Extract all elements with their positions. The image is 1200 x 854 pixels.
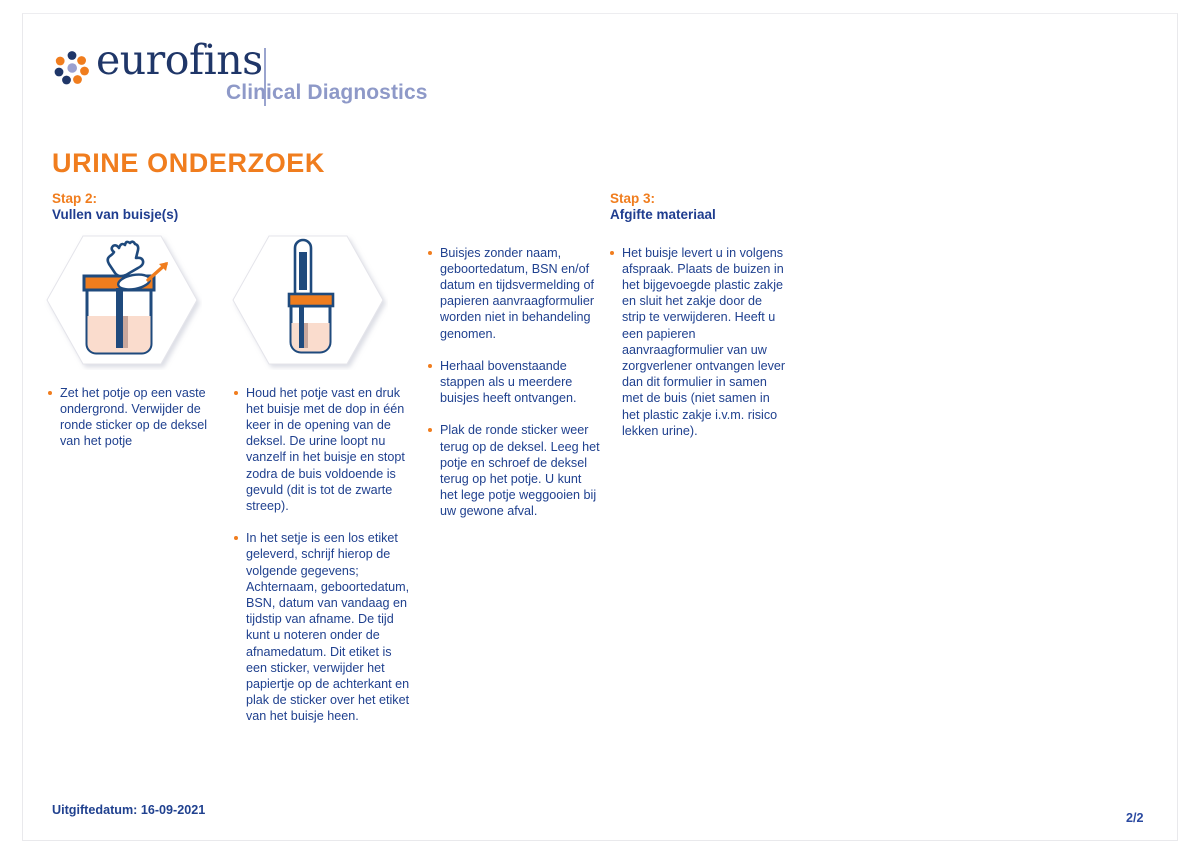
list-item: Houd het potje vast en druk het buisje met de dop in één keer in de opening van de deksel. De urine loopt nu vanzelf in het buisje en stopt zodra de buis voldoende is gevuld (dit is tot de zwarte streep). <box>234 385 416 515</box>
urine-cup-insert-tube-icon <box>228 230 388 370</box>
text-column-2 <box>234 372 416 725</box>
list-item: Het buisje levert u in volgens afspraak. Plaats de buizen in het bijgevoegde plastic zakje en sluit het zakje door de strip te verwijderen. Heeft u een papieren aanvraagformulier van uw zorgverlener ontvangen lever dan dit formulier in samen met de buis (niet samen in het plastic zakje i.v.m. risico lekken urine). <box>610 245 788 439</box>
step-2-number: Stap 2: <box>52 191 98 206</box>
text-column-1 <box>48 372 220 449</box>
list-item: Buisjes zonder naam, geboortedatum, BSN en/of datum en tijdsvermelding of papieren aanvraagformulier worden niet in behandeling genomen. <box>428 245 600 342</box>
list-item: Plak de ronde sticker weer terug op de deksel. Leeg het potje en schroef de deksel terug op het potje. U kunt het lege potje weggooien bij uw gewone afval. <box>428 422 600 519</box>
page-title: URINE ONDERZOEK <box>52 148 326 179</box>
brand-wordmark: eurofins <box>96 36 263 84</box>
step-heading-3 <box>610 191 716 224</box>
text-column-3 <box>428 232 600 520</box>
step-heading-2 <box>52 191 178 224</box>
text-column-4 <box>610 232 788 439</box>
list-item: Herhaal bovenstaande stappen als u meerdere buisjes heeft ontvangen. <box>428 358 600 407</box>
list-item: In het setje is een los etiket geleverd, schrijf hierop de volgende gegevens; Achternaam, geboortedatum, BSN, datum van vandaag en tijdstip van afname. De tijd kunt u noteren onder de afnamedatum. Dit etiket is een sticker, verwijder het papiertje op de achterkant en plak de sticker over het etiket van het buisje heen. <box>234 530 416 724</box>
list-item: Zet het potje op een vaste ondergrond. Verwijder de ronde sticker op de deksel van het potje <box>48 385 220 450</box>
step-3-number: Stap 3: <box>610 191 656 206</box>
eurofins-dots-icon <box>52 49 92 89</box>
brand-header <box>52 36 952 117</box>
page-number: 2/2 <box>1126 811 1144 825</box>
urine-cup-remove-sticker-icon <box>42 230 202 370</box>
step-2-name: Vullen van buisje(s) <box>52 207 179 223</box>
step-3-name: Afgifte materiaal <box>610 207 716 223</box>
issue-date: Uitgiftedatum: 16-09-2021 <box>52 803 206 817</box>
brand-subtitle: Clinical Diagnostics <box>226 81 428 104</box>
